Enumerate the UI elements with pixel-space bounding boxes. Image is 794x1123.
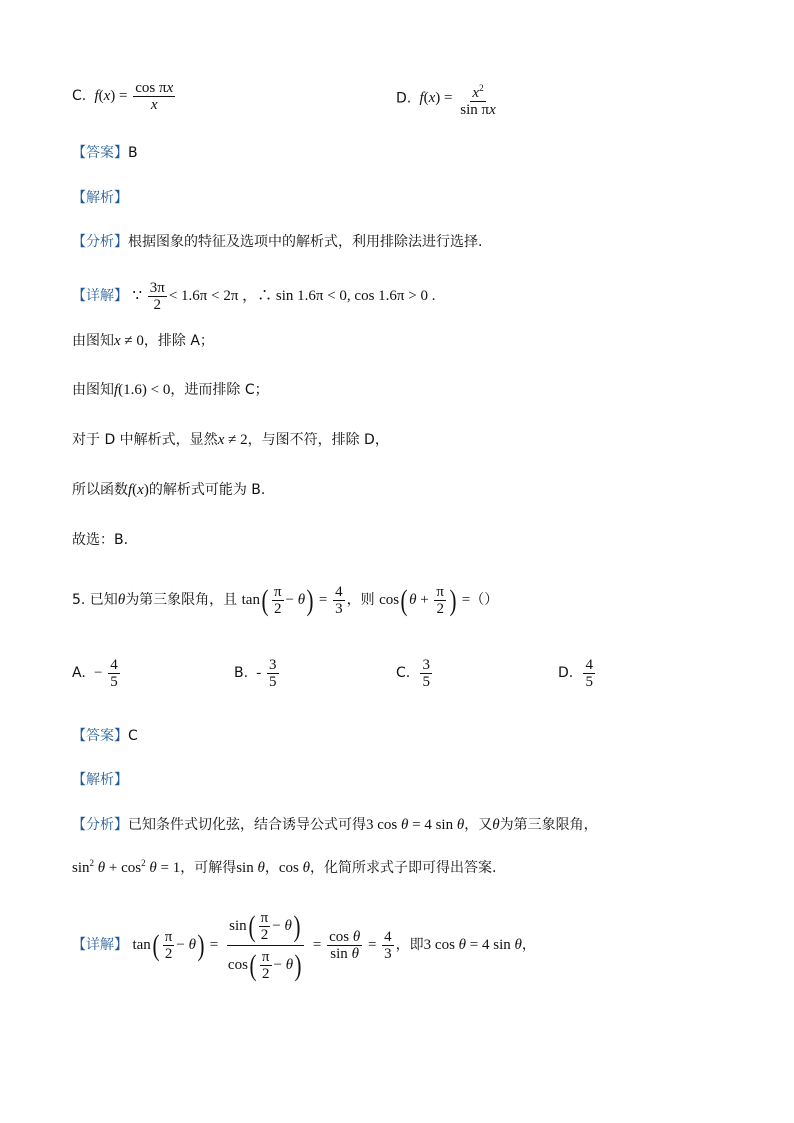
- q5-fenxi-line-2: $\sin^2 \theta + \cos^2 \theta = 1$，可解得sin θ，cos θ，化简所求式子即可得出答案.: [72, 858, 497, 876]
- formula-d: f(x) = $\frac{x^2}{\text{sin πx}}$: [416, 90, 500, 106]
- q5-xiangjie-line: 【详解】 tan( $\frac{\pi}{2}$ − θ) = sin( $\frac{\pi}{2}$ − θ) cos( $\frac{\pi}{2}$ − θ) = $\frac{\text{cos θ}}{\text{sin θ}}$ = $\frac{4}{3}$ ，即3 cos θ = 4 sin θ，: [72, 905, 536, 985]
- step4-line: 所以函数f(x)的解析式可能为 B.: [72, 482, 266, 498]
- fenxi-line: 【分析】根据图象的特征及选项中的解析式，利用排除法进行选择.: [72, 234, 483, 250]
- xiangjie-line: 【详解】 ∵ $\frac{3\pi}{2}$ < 1.6π < 2π ，∴ sin 1.6π < 0, cos 1.6π > 0 .: [72, 280, 436, 313]
- step1-line: 由图知x ≠ 0，排除 A；: [72, 333, 214, 349]
- q5-xiangjie-formula: tan( $\frac{\pi}{2}$ − θ) = sin( $\frac{\pi}{2}$ − θ) cos( $\frac{\pi}{2}$ − θ) = $\frac{\text{cos θ}}{\text{sin θ}}$ = $\frac{4}{3}$: [132, 937, 395, 953]
- q5-option-c: C. $\frac{3}{5}$: [396, 657, 430, 690]
- jiexi-heading: 【解析】: [72, 190, 128, 206]
- xiangjie-formula: ∵ $\frac{3\pi}{2}$ < 1.6π < 2π ，∴ sin 1.6π < 0, cos 1.6π > 0 .: [132, 280, 436, 313]
- q5-answer-line: 【答案】C: [72, 728, 138, 744]
- q5-option-b: B. - $\frac{3}{5}$: [234, 657, 277, 690]
- q5-jiexi-heading: 【解析】: [72, 772, 128, 788]
- q5-target: cos( θ + $\frac{\pi}{2}$ ) =: [379, 583, 471, 618]
- step5-line: 故选：B.: [72, 532, 129, 548]
- question-5: 5. 已知θ为第三象限角，且 tan( $\frac{\pi}{2}$ − θ) = $\frac{4}{3}$ ，则 cos( θ + $\frac{\pi}{2}$ ) =（）: [72, 583, 499, 618]
- step3-line: 对于 D 中解析式，显然x ≠ 2，与图不符，排除 D，: [72, 432, 389, 448]
- q5-fenxi-line: 【分析】已知条件式切化弦，结合诱导公式可得3 cos θ = 4 sin θ，又θ为第三象限角，: [72, 817, 598, 833]
- option-c: C. f(x) = $\frac{\text{cos πx}}{x}$: [72, 80, 177, 113]
- step2-line: 由图知f(1.6) < 0，进而排除 C；: [72, 382, 269, 398]
- q5-condition: tan( $\frac{\pi}{2}$ − θ) = $\frac{4}{3}$: [241, 583, 343, 618]
- answer-line: 【答案】B: [72, 145, 138, 161]
- option-d: D. f(x) = $\frac{x^2}{\text{sin πx}}$: [396, 80, 500, 118]
- q5-option-d: D. $\frac{4}{5}$: [558, 657, 593, 690]
- formula-c: f(x) = $\frac{\text{cos πx}}{x}$: [94, 80, 174, 113]
- q5-option-a: A. − $\frac{4}{5}$: [72, 657, 118, 690]
